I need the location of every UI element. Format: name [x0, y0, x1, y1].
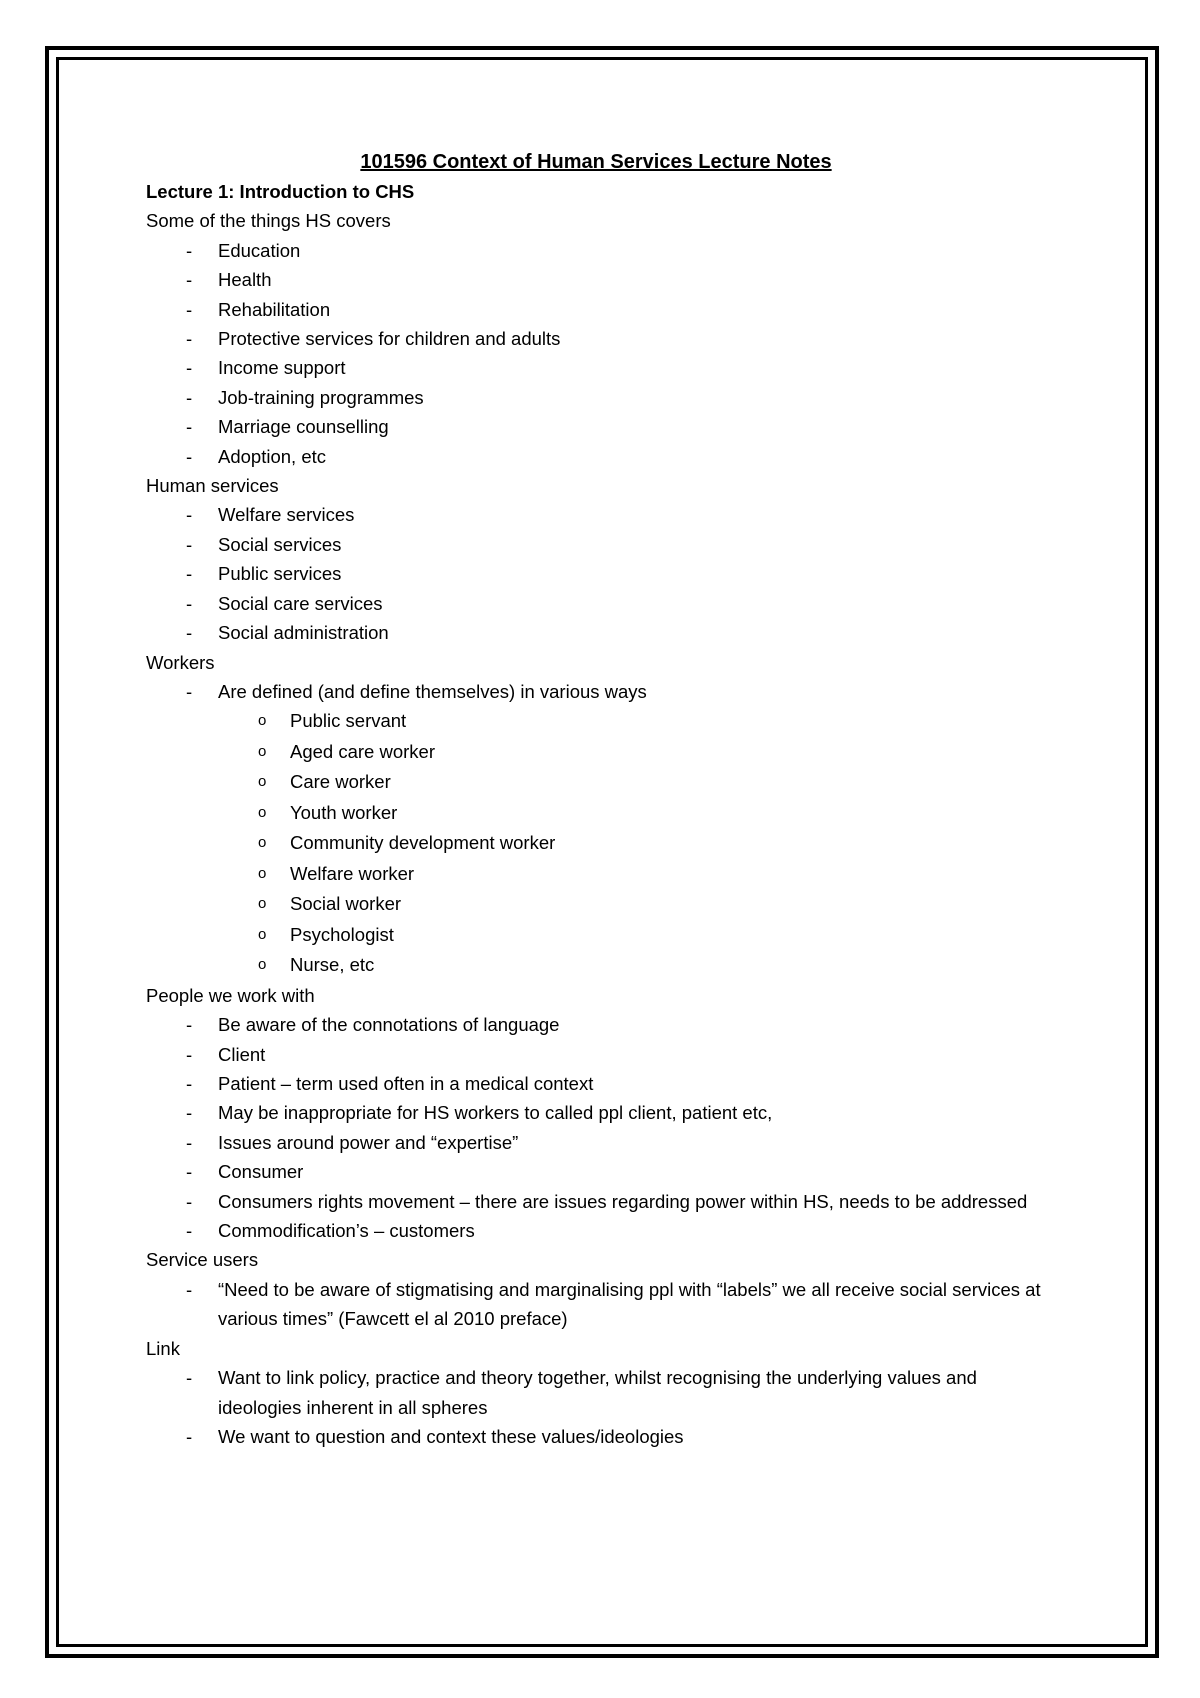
sub-list-item	[146, 950, 1046, 981]
list-item	[146, 1157, 1046, 1186]
list-item	[146, 1128, 1046, 1157]
document-content	[146, 147, 1046, 1451]
sub-list-item	[146, 859, 1046, 890]
list-item-text: Commodification’s – customers	[218, 1220, 475, 1242]
sub-list-item	[146, 767, 1046, 798]
section-heading: Human services	[146, 475, 279, 497]
sub-list-item-text: Nurse, etc	[290, 954, 375, 976]
dash-bullet: -	[186, 386, 193, 408]
section-heading: People we work with	[146, 984, 315, 1006]
sub-list-item-text: Aged care worker	[290, 740, 435, 762]
list-item	[146, 353, 1046, 382]
dash-bullet: -	[186, 328, 193, 350]
dash-bullet: -	[186, 1102, 193, 1124]
list-item-text: Client	[218, 1043, 266, 1065]
list-item-text: Patient – term used often in a medical context	[218, 1073, 594, 1095]
sub-list-item-text: Welfare worker	[290, 862, 415, 884]
circle-bullet: o	[258, 742, 267, 760]
list-item-text: Protective services for children and adults	[218, 328, 561, 350]
dash-bullet: -	[186, 504, 193, 526]
dash-bullet: -	[186, 1073, 193, 1095]
circle-bullet: o	[258, 803, 267, 821]
list-item	[146, 1010, 1046, 1039]
list-item-text: Welfare services	[218, 504, 355, 526]
dash-bullet: -	[186, 680, 193, 702]
sub-list-item-text: Community development worker	[290, 832, 556, 854]
section-heading: Service users	[146, 1249, 259, 1271]
list-item-text: Job-training programmes	[218, 386, 424, 408]
list-item-text: Be aware of the connotations of language	[218, 1014, 560, 1036]
list-item-text: Social services	[218, 533, 342, 555]
circle-bullet: o	[258, 925, 267, 943]
list-item-text: Issues around power and “expertise”	[218, 1131, 519, 1153]
dash-bullet: -	[186, 1014, 193, 1036]
circle-bullet: o	[258, 773, 267, 791]
list-item-text: Adoption, etc	[218, 445, 326, 467]
circle-bullet: o	[258, 895, 267, 913]
dash-bullet: -	[186, 1278, 193, 1300]
list-item	[146, 589, 1046, 618]
section-heading: Workers	[146, 651, 215, 673]
list-item	[146, 383, 1046, 412]
circle-bullet: o	[258, 956, 267, 974]
sub-list-item-text: Public servant	[290, 710, 407, 732]
list-item-text: Social care services	[218, 592, 383, 614]
list-item	[146, 1098, 1046, 1127]
list-item-text: May be inappropriate for HS workers to called ppl client, patient etc,	[218, 1102, 773, 1124]
sub-list-item-text: Care worker	[290, 771, 391, 793]
list-item-text: Consumers rights movement – there are issues regarding power within HS, needs to be addressed	[218, 1190, 1028, 1212]
list-item	[146, 295, 1046, 324]
list-item	[146, 1040, 1046, 1069]
section-heading: Some of the things HS covers	[146, 210, 391, 232]
sub-list-item-text: Psychologist	[290, 923, 394, 945]
list-item-text: Rehabilitation	[218, 298, 331, 320]
sub-list-item	[146, 798, 1046, 829]
document-title: 101596 Context of Human Services Lecture Notes	[360, 151, 832, 173]
list-item	[146, 1216, 1046, 1245]
list-item-text: “Need to be aware of stigmatising and marginalising ppl with “labels” we all receive social services at various times” (Fawcett el al 2010 preface)	[218, 1278, 1041, 1330]
list-item-text: Social administration	[218, 622, 389, 644]
lecture-heading: Lecture 1: Introduction to CHS	[146, 181, 415, 202]
dash-bullet: -	[186, 1043, 193, 1065]
list-item	[146, 1187, 1046, 1216]
dash-bullet: -	[186, 1131, 193, 1153]
circle-bullet: o	[258, 712, 267, 730]
list-item	[146, 1275, 1046, 1334]
list-item-text: Income support	[218, 357, 346, 379]
dash-bullet: -	[186, 533, 193, 555]
list-item-text: Public services	[218, 563, 342, 585]
sub-list-item-text: Social worker	[290, 893, 402, 915]
sub-list-item-text: Youth worker	[290, 801, 398, 823]
list-item	[146, 265, 1046, 294]
sub-list-item	[146, 828, 1046, 859]
dash-bullet: -	[186, 1220, 193, 1242]
list-item-text: We want to question and context these values/ideologies	[218, 1425, 684, 1447]
dash-bullet: -	[186, 563, 193, 585]
circle-bullet: o	[258, 834, 267, 852]
list-item	[146, 559, 1046, 588]
list-item-text: Want to link policy, practice and theory together, whilst recognising the underlying values and ideologies inherent in all spheres	[218, 1367, 977, 1418]
dash-bullet: -	[186, 1425, 193, 1447]
sub-list-item	[146, 920, 1046, 951]
dash-bullet: -	[186, 1190, 193, 1212]
sub-list-item	[146, 889, 1046, 920]
list-item	[146, 442, 1046, 471]
list-item	[146, 1363, 1046, 1422]
list-item	[146, 530, 1046, 559]
dash-bullet: -	[186, 1161, 193, 1183]
dash-bullet: -	[186, 298, 193, 320]
dash-bullet: -	[186, 239, 193, 261]
list-item	[146, 677, 1046, 706]
list-item-text: Are defined (and define themselves) in various ways	[218, 680, 647, 702]
list-item	[146, 324, 1046, 353]
list-item	[146, 618, 1046, 647]
list-item-text: Marriage counselling	[218, 416, 389, 438]
dash-bullet: -	[186, 416, 193, 438]
list-item	[146, 412, 1046, 441]
dash-bullet: -	[186, 269, 193, 291]
list-item	[146, 1422, 1046, 1451]
list-item	[146, 1069, 1046, 1098]
dash-bullet: -	[186, 592, 193, 614]
dash-bullet: -	[186, 445, 193, 467]
list-item-text: Health	[218, 269, 272, 291]
sub-list-item	[146, 706, 1046, 737]
dash-bullet: -	[186, 357, 193, 379]
list-item	[146, 236, 1046, 265]
sub-list-item	[146, 737, 1046, 768]
dash-bullet: -	[186, 1367, 193, 1389]
list-item	[146, 500, 1046, 529]
list-item-text: Education	[218, 239, 301, 261]
circle-bullet: o	[258, 864, 267, 882]
section-heading: Link	[146, 1337, 180, 1359]
list-item-text: Consumer	[218, 1161, 304, 1183]
dash-bullet: -	[186, 622, 193, 644]
